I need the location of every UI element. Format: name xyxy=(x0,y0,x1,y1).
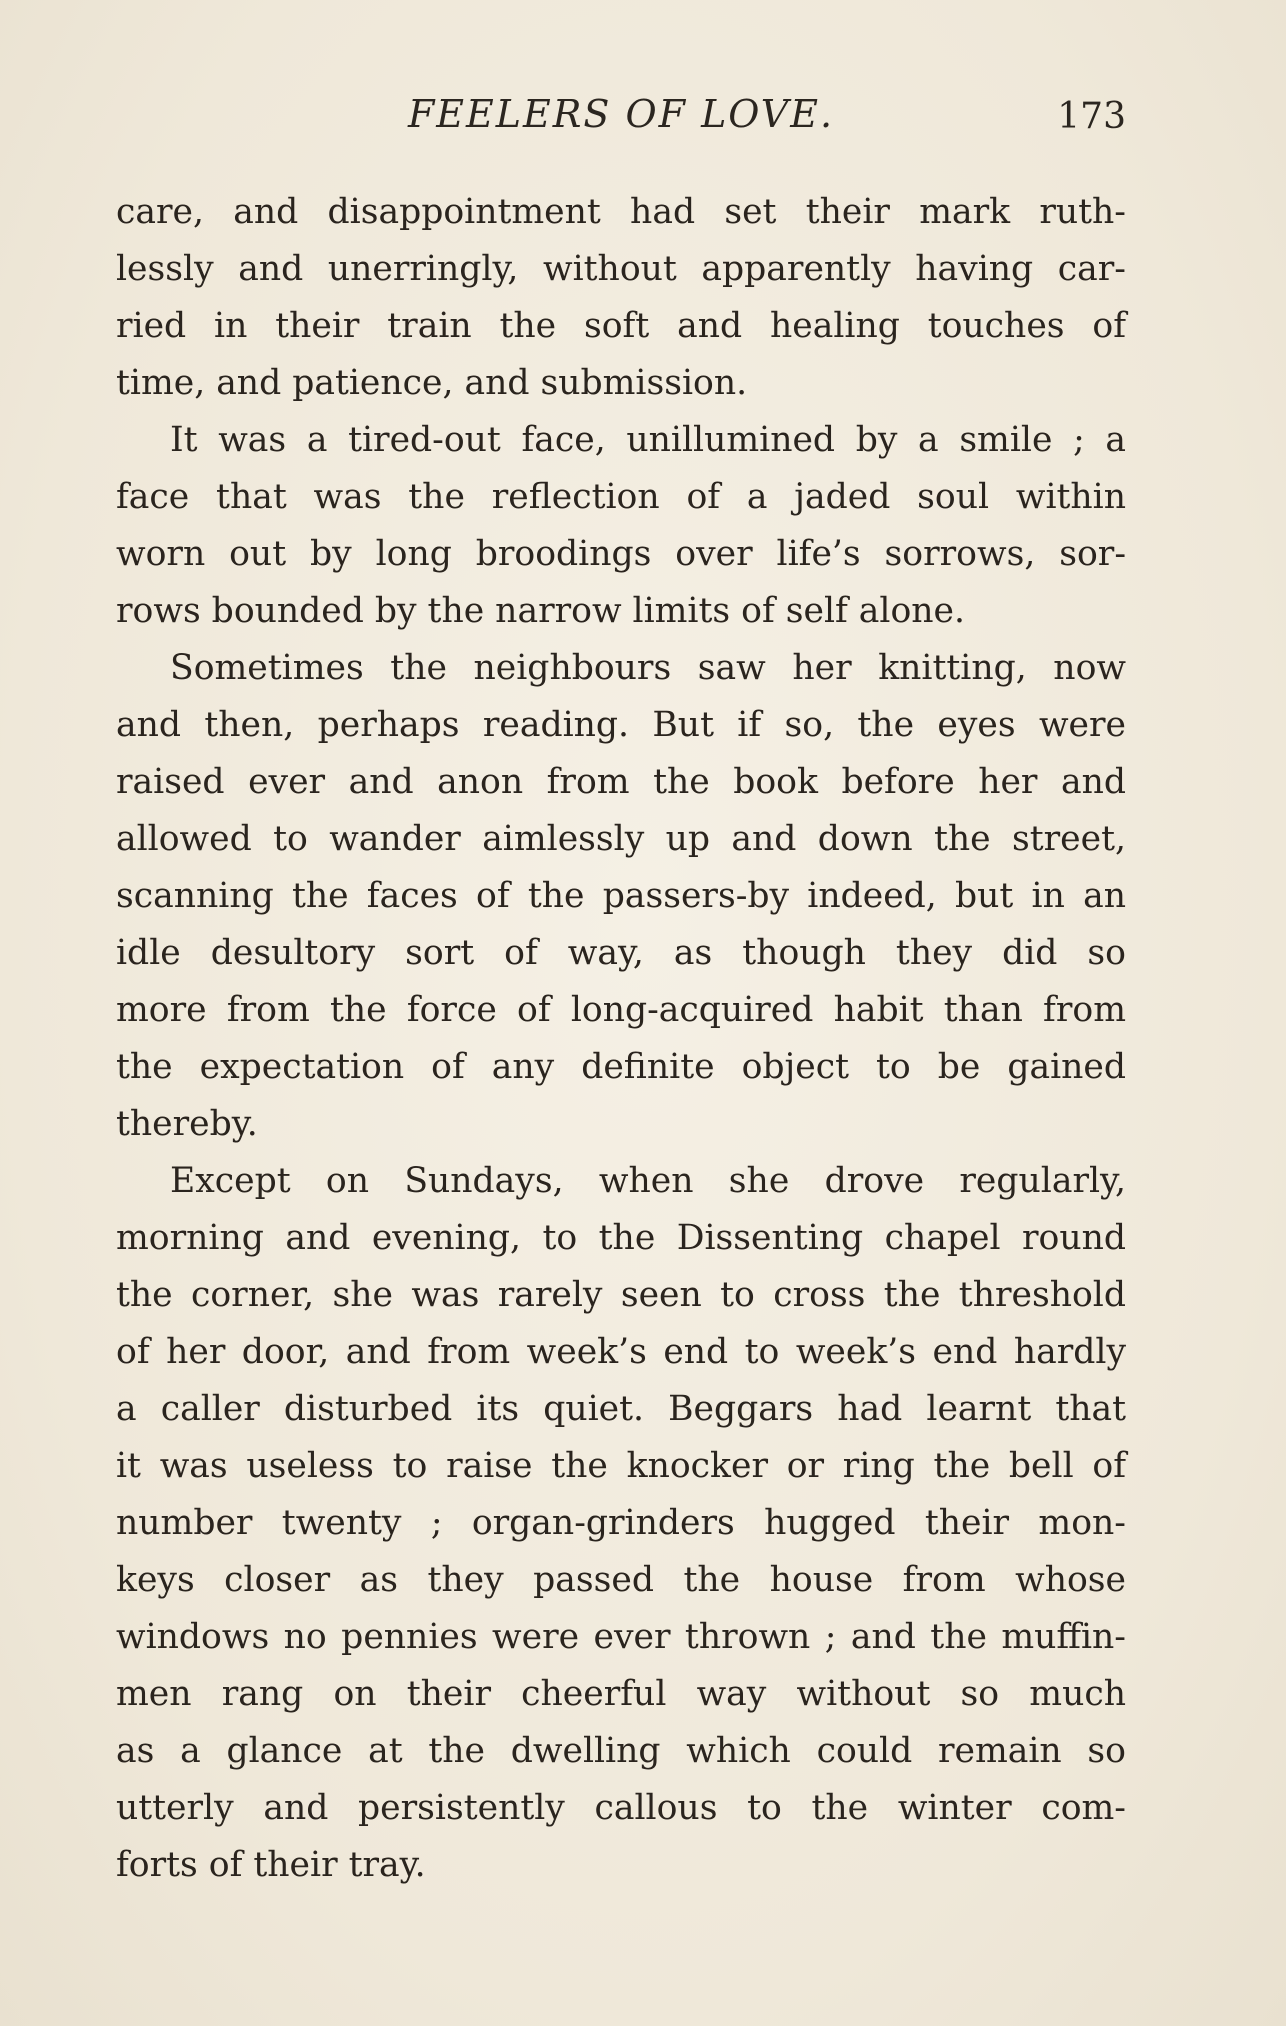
text-line: care, and disappointment had set their mark ruth- xyxy=(116,192,1126,232)
text-line: windows no pennies were ever thrown ; and the muffin- xyxy=(116,1617,1126,1657)
text-line: Except on Sundays, when she drove regularly, xyxy=(170,1161,1126,1201)
text-line: the corner, she was rarely seen to cross the threshold xyxy=(116,1275,1126,1315)
text-line: number twenty ; organ-grinders hugged their mon- xyxy=(116,1503,1126,1543)
text-line: forts of their tray. xyxy=(116,1845,426,1885)
text-line: scanning the faces of the passers-by indeed, but in an xyxy=(116,876,1126,916)
text-line: time, and patience, and submission. xyxy=(116,363,748,403)
text-line: allowed to wander aimlessly up and down the street, xyxy=(116,819,1126,859)
text-line: morning and evening, to the Dissenting chapel round xyxy=(116,1218,1126,1258)
text-line: idle desultory sort of way, as though they did so xyxy=(116,933,1126,973)
text-line: thereby. xyxy=(116,1104,258,1144)
text-line: keys closer as they passed the house from whose xyxy=(116,1560,1126,1600)
text-line: worn out by long broodings over life’s sorrows, sor- xyxy=(116,534,1126,574)
text-line: men rang on their cheerful way without so much xyxy=(116,1674,1126,1714)
text-line: utterly and persistently callous to the winter com- xyxy=(116,1788,1126,1828)
text-line: rows bounded by the narrow limits of self alone. xyxy=(116,591,966,631)
running-head xyxy=(116,92,1126,142)
running-title: FEELERS OF LOVE. xyxy=(407,92,835,136)
page-number: 173 xyxy=(1057,96,1126,137)
text-line: It was a tired-out face, unillumined by a smile ; a xyxy=(170,420,1126,460)
text-line: as a glance at the dwelling which could remain so xyxy=(116,1731,1126,1771)
text-line: face that was the reflection of a jaded soul within xyxy=(116,477,1126,517)
body-text xyxy=(116,184,1126,1894)
text-line: and then, perhaps reading. But if so, the eyes were xyxy=(116,705,1126,745)
text-line: more from the force of long-acquired habit than from xyxy=(116,990,1126,1030)
text-line: lessly and unerringly, without apparently having car- xyxy=(116,249,1126,289)
text-line: ried in their train the soft and healing touches of xyxy=(116,306,1126,346)
text-line: Sometimes the neighbours saw her knitting, now xyxy=(170,648,1126,688)
text-line: the expectation of any definite object to be gained xyxy=(116,1047,1126,1087)
text-line: it was useless to raise the knocker or ring the bell of xyxy=(116,1446,1126,1486)
text-line: raised ever and anon from the book before her and xyxy=(116,762,1126,802)
text-line: of her door, and from week’s end to week’s end hardly xyxy=(116,1332,1126,1372)
text-line: a caller disturbed its quiet. Beggars had learnt that xyxy=(116,1389,1126,1429)
